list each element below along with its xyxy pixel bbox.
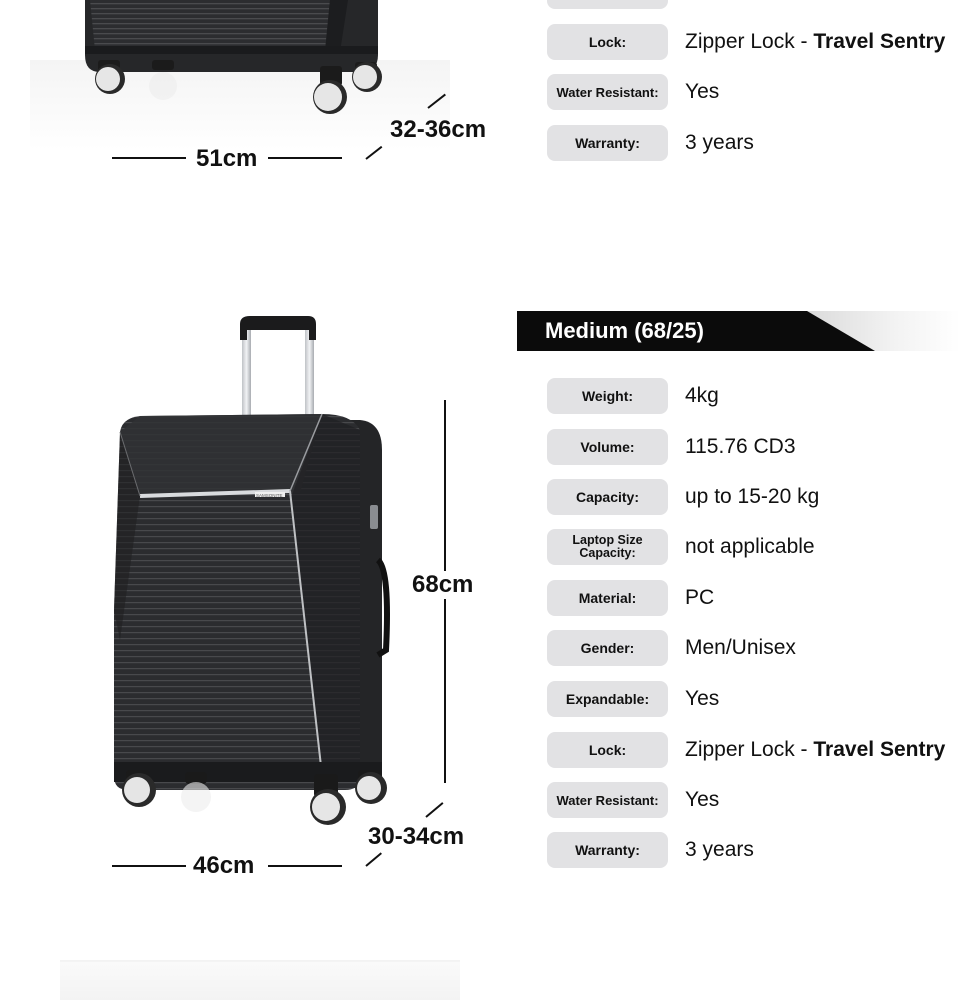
medium-width-label: 46cm bbox=[193, 852, 255, 879]
spec-label: Water Resistant: bbox=[547, 74, 668, 110]
spec-value: Zipper Lock - Travel Sentry bbox=[685, 738, 946, 761]
medium-spec-row-water bbox=[547, 782, 960, 818]
spec-label: Capacity: bbox=[547, 479, 668, 515]
top-spec-row-water bbox=[547, 74, 960, 110]
spec-label: Water Resistant: bbox=[547, 782, 668, 818]
spec-label: Gender: bbox=[547, 630, 668, 666]
top-width-line-left bbox=[112, 157, 186, 159]
medium-section-title: Medium (68/25) bbox=[545, 318, 704, 343]
spec-label: Warranty: bbox=[547, 832, 668, 868]
top-width-label: 51cm bbox=[196, 145, 258, 172]
top-spec-row-warranty bbox=[547, 125, 960, 161]
top-spec-row-lock bbox=[547, 24, 960, 60]
spec-value: Yes bbox=[685, 788, 720, 811]
spec-value: Yes bbox=[685, 80, 720, 103]
spec-value: Yes bbox=[685, 687, 720, 710]
spec-label: Expandable: bbox=[547, 681, 668, 717]
medium-width-line-left bbox=[112, 865, 186, 867]
medium-spec-row-expandable bbox=[547, 681, 960, 717]
spec-label: Material: bbox=[547, 580, 668, 616]
medium-spec-row-warranty bbox=[547, 832, 960, 868]
spec-value: up to 15-20 kg bbox=[685, 485, 820, 508]
medium-depth-label: 30-34cm bbox=[368, 823, 465, 850]
medium-width-line-right bbox=[268, 865, 342, 867]
top-width-line-right bbox=[268, 157, 342, 159]
top-suitcase-image bbox=[30, 0, 450, 150]
spec-value: 4kg bbox=[685, 384, 719, 407]
spec-value: 115.76 CD3 bbox=[685, 435, 796, 458]
spec-value: 3 years bbox=[685, 838, 754, 861]
medium-spec-row-material bbox=[547, 580, 960, 616]
medium-spec-row-laptop bbox=[547, 529, 960, 565]
medium-suitcase-image bbox=[60, 310, 460, 1000]
spec-label: Lock: bbox=[547, 732, 668, 768]
brand-logo-text: SAMSONITE bbox=[256, 493, 283, 498]
medium-spec-row-volume bbox=[547, 429, 960, 465]
top-depth-label: 32-36cm bbox=[390, 116, 487, 143]
medium-spec-row-gender bbox=[547, 630, 960, 666]
spec-label: Lock: bbox=[547, 24, 668, 60]
spec-label: Weight: bbox=[547, 378, 668, 414]
medium-height-label: 68cm bbox=[412, 571, 474, 598]
spec-value: 3 years bbox=[685, 131, 754, 154]
spec-value: Zipper Lock - Travel Sentry bbox=[685, 30, 946, 53]
next-image-stub bbox=[60, 962, 460, 1000]
top-spec-label-stub bbox=[547, 0, 668, 9]
medium-spec-row-lock bbox=[547, 732, 960, 768]
medium-spec-row-weight bbox=[547, 378, 960, 414]
medium-spec-row-capacity bbox=[547, 479, 960, 515]
spec-value: PC bbox=[685, 586, 715, 609]
spec-label: Warranty: bbox=[547, 125, 668, 161]
spec-label: Laptop Size Capacity: bbox=[547, 529, 668, 565]
spec-label: Volume: bbox=[547, 429, 668, 465]
spec-value: not applicable bbox=[685, 535, 815, 558]
spec-value: Men/Unisex bbox=[685, 636, 796, 659]
